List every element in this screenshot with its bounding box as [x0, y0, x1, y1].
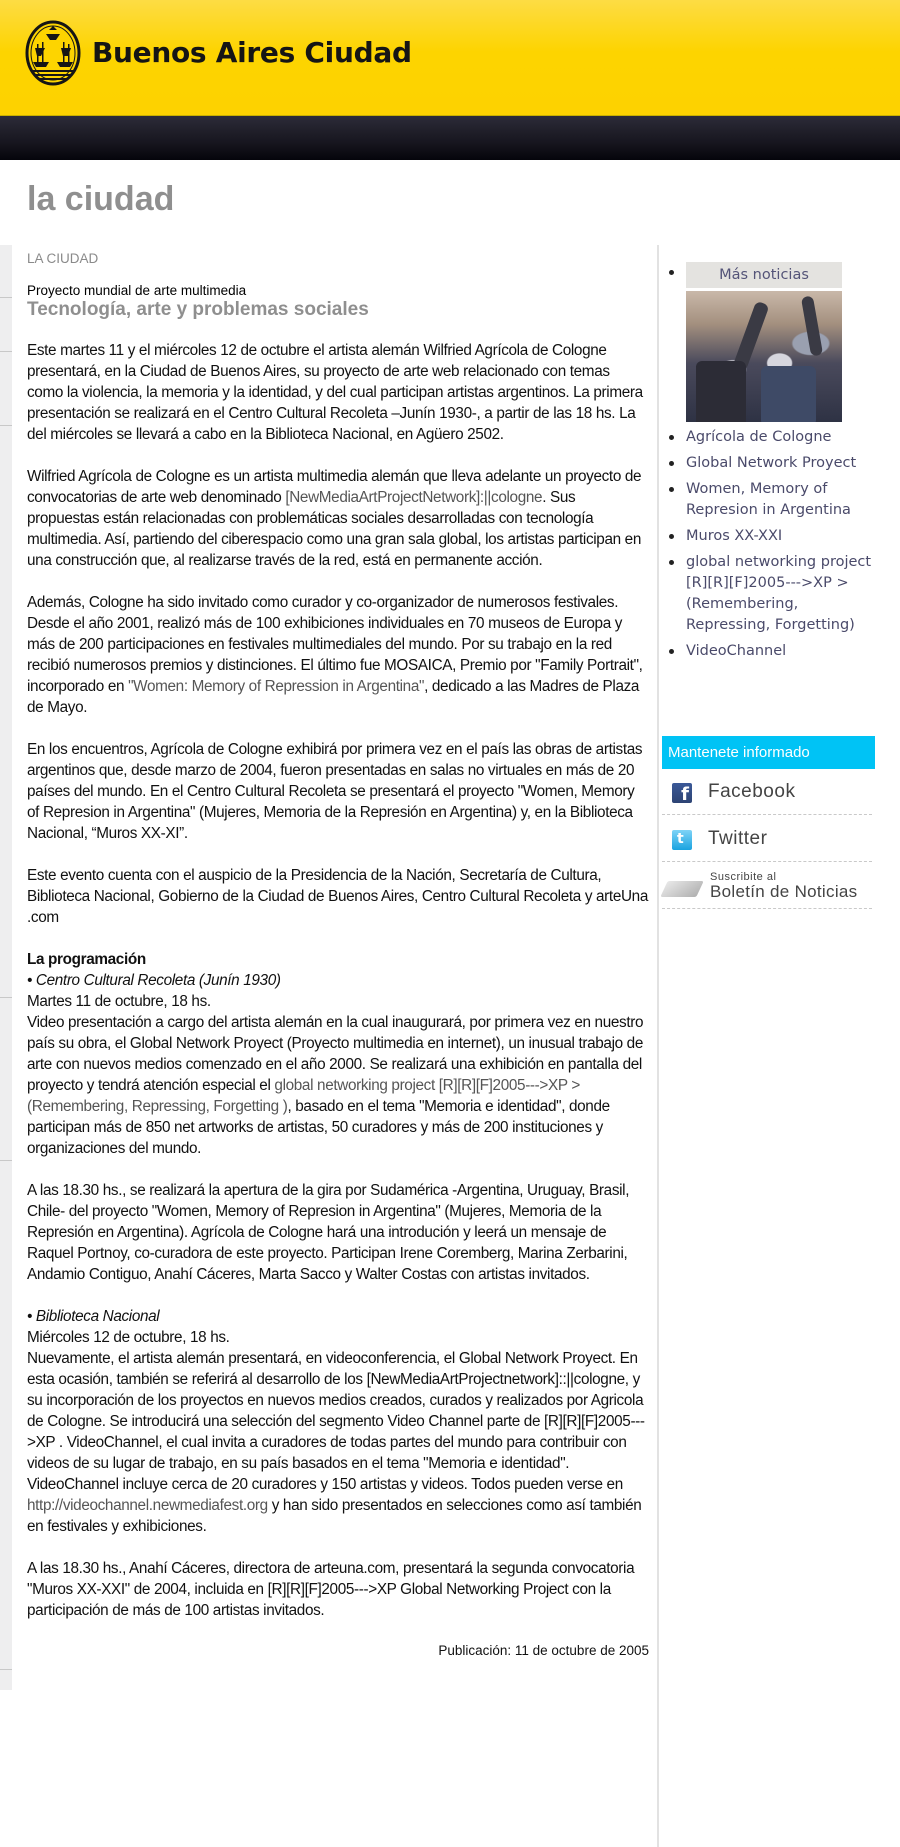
city-coat-of-arms-icon[interactable] [25, 20, 81, 86]
programacion-title: La programación [27, 951, 146, 968]
twitter-icon: t [672, 830, 692, 850]
divider [0, 1160, 12, 1161]
newsletter-link[interactable] [662, 863, 872, 909]
article-headline: Tecnología, arte y problemas sociales [27, 299, 369, 320]
sidebar-link-item [686, 453, 877, 474]
text: y han sido presentados en selecciones como así también en festivales y exhibiciones. [27, 1497, 642, 1535]
stay-informed-heading: Mantenete informado [662, 736, 875, 769]
sidebar-link-item [686, 526, 877, 547]
paragraph: Este martes 11 y el miércoles 12 de octubre el artista alemán Wilfried Agrícola de Cologne presentará, en la Ciudad de Buenos Aires, su proyecto de arte web relacionado con temas como la violencia, la memoria y la identidad, y del cual participan artistas argentinos. La primera presentación se realizará en el Centro Cultural Recoleta –Junín 1930-, a partir de las 18 hs. La del miércoles se llevará a cabo en la Biblioteca Nacional, en Agüero 2502. [27, 342, 643, 443]
text: Además, Cologne ha sido invitado como curador y co-organizador de numerosos festivales. Desde el año 2001, realizó más de 100 exhibiciones individuales en 70 museos de Europa y más de 200 participaciones en festivales multimediales del mundo. Por su trabajo en la red recibió numerosos premios y distinciones. El último fue MOSAICA, Premio por "Family Portrait", incorporado en [27, 594, 643, 695]
text: , basado en el tema "Memoria e identidad", donde participan más de 850 net artworks de artistas, 50 curadores y más de 200 instituciones y organizaciones del mundo. [27, 1098, 610, 1157]
divider [0, 351, 12, 352]
sidebar-link-videochannel[interactable]: VideoChannel [686, 643, 787, 659]
divider [0, 1669, 12, 1670]
paragraph: Este evento cuenta con el auspicio de la Presidencia de la Nación, Secretaría de Cultura, Biblioteca Nacional, Gobierno de la Ciudad de Buenos Aires, Centro Cultural Recoleta y arteUna .com [27, 867, 648, 926]
photo-detail [801, 295, 823, 356]
sidebar-link-item [686, 427, 877, 448]
sidebar-link-item [686, 552, 877, 636]
news-photo[interactable] [686, 291, 842, 422]
left-sidebar-strip [0, 245, 12, 1690]
more-news-heading: Más noticias [686, 262, 842, 288]
women-memory-link[interactable]: "Women: Memory of Repression in Argentina" [128, 678, 425, 695]
sidebar-link-global-networking[interactable]: global networking project [R][R][F]2005--->XP > (Remembering, Repressing, Forgetting) [686, 554, 872, 633]
article-subtitle: Proyecto mundial de arte multimedia [27, 283, 247, 298]
text: Nuevamente, el artista alemán presentará, en videoconferencia, el Global Network Proyect. En esta ocasión, también se referirá al desarrollo de los [NewMediaArtProjectnetwork]::||cologne, y su incorporación de los proyectos en nuevos medios creados, curados y realizados por Agricola de Cologne. Se introducirá una selección del segmento Video Channel parte de [R][R][F]2005--->XP . VideoChannel, el cual invita a curadores de todas partes del mundo para contribuir con videos de su lugar de trabajo, en su país basados en el tema "Memoria e identidad". VideoChannel incluye cerca de 20 curadores y 150 artistas y videos. Todos pueden verse en [27, 1350, 645, 1493]
twitter-link[interactable] [662, 816, 872, 862]
article-kicker: LA CIUDAD [27, 251, 99, 266]
main-navbar [0, 116, 900, 160]
paragraph [27, 466, 649, 571]
facebook-icon: f [672, 783, 692, 803]
paragraph: A las 18.30 hs., Anahí Cáceres, directora de arteuna.com, presentará la segunda convocatoria "Muros XX-XXI" de 2004, incluida en [R][R][F]2005--->XP Global Networking Project con la participación de más de 100 artistas invitados. [27, 1560, 635, 1619]
newmedia-art-project-link[interactable]: [NewMediaArtProjectNetwork]:||cologne [285, 489, 543, 506]
facebook-label: Facebook [708, 781, 796, 802]
column-divider [657, 245, 659, 1847]
sidebar-link-item [686, 641, 877, 662]
text: . Sus propuestas están relacionadas con problemáticas sociales desarrolladas con tecnología multimedia. Así, partiendo del ciberespacio como una gran sala global, los artistas participan en una construcción que, al realizarse través de la red, está en permanente acción. [27, 489, 641, 569]
publication-date: Publicación: 11 de octubre de 2005 [438, 1643, 649, 1658]
photo-detail [696, 361, 746, 422]
article [27, 248, 649, 1661]
paragraph [27, 592, 649, 718]
text: Video presentación a cargo del artista alemán en la cual inaugurará, por primera vez en nuestro país su obra, el Global Network Proyect (Proyecto multimedia en internet), un inusual trabajo de arte con nuevos medios comenzado en el año 2000. Se realizará una exhibición en pantalla del proyecto y tendrá atención especial el [27, 1014, 644, 1094]
text: Wilfried Agrícola de Cologne es un artista multimedia alemán que lleva adelante un proyecto de convocatorias de arte web denominado [27, 468, 642, 506]
sidebar-link-global-network[interactable]: Global Network Proyect [686, 455, 857, 471]
twitter-label: Twitter [708, 828, 768, 849]
divider [0, 425, 12, 426]
more-news-list [662, 262, 877, 662]
newsletter-label: Boletín de Noticias [710, 882, 858, 901]
newspaper-icon [660, 881, 703, 897]
text: , dedicado a las Madres de Plaza de Mayo. [27, 678, 640, 716]
event-date: Martes 11 de octubre, 18 hs. [27, 993, 211, 1010]
programacion-block [27, 1306, 649, 1537]
programacion-block [27, 949, 649, 1159]
sidebar-link-agricola[interactable]: Agrícola de Cologne [686, 429, 832, 445]
paragraph: En los encuentros, Agrícola de Cologne exhibirá por primera vez en el país las obras de artistas argentinos que, desde marzo de 2004, fueron presentadas en salas no virtuales en más de 20 países del mundo. En el Centro Cultural Recoleta se presentará el proyecto "Women, Memory of Represion in Argentina" (Mujeres, Memoria de la Represión en Argentina) y, en la Biblioteca Nacional, “Muros XX-XI”. [27, 741, 643, 842]
videochannel-url-link[interactable]: http://videochannel.newmediafest.org [27, 1497, 268, 1514]
global-networking-project-link[interactable]: global networking project [R][R][F]2005--->XP > (Remembering, Repressing, Forgetting ) [27, 1077, 580, 1115]
section-title: la ciudad [27, 180, 175, 218]
event-date: Miércoles 12 de octubre, 18 hs. [27, 1329, 230, 1346]
divider [0, 297, 12, 298]
site-name[interactable]: Buenos Aires Ciudad [92, 36, 412, 69]
sidebar-link-women-memory[interactable]: Women, Memory of Represion in Argentina [686, 481, 851, 518]
more-news-item [686, 262, 877, 422]
paragraph: A las 18.30 hs., se realizará la apertura de la gira por Sudamérica -Argentina, Uruguay, Brasil, Chile- del proyecto "Women, Memory of Represion in Argentina" (Mujeres, Memoria de la Represión en Argentina). Agrícola de Cologne hará una introdución y leerá un mensaje de Raquel Portnoy, co-curadora de este proyecto. Participan Irene Coremberg, Marina Zerbarini, Andamio Contiguo, Anahí Cáceres, Marta Sacco y Walter Costas con artistas invitados. [27, 1182, 630, 1283]
newsletter-small-label: Suscribite al [710, 871, 777, 883]
sidebar [662, 262, 877, 667]
photo-detail [761, 366, 816, 422]
site-header [0, 0, 900, 116]
divider [0, 997, 12, 998]
facebook-link[interactable] [662, 769, 872, 815]
venue-recoleta: • Centro Cultural Recoleta (Junín 1930) [27, 972, 281, 989]
venue-biblioteca: • Biblioteca Nacional [27, 1308, 160, 1325]
sidebar-link-item [686, 479, 877, 521]
sidebar-link-muros[interactable]: Muros XX-XXI [686, 528, 783, 544]
